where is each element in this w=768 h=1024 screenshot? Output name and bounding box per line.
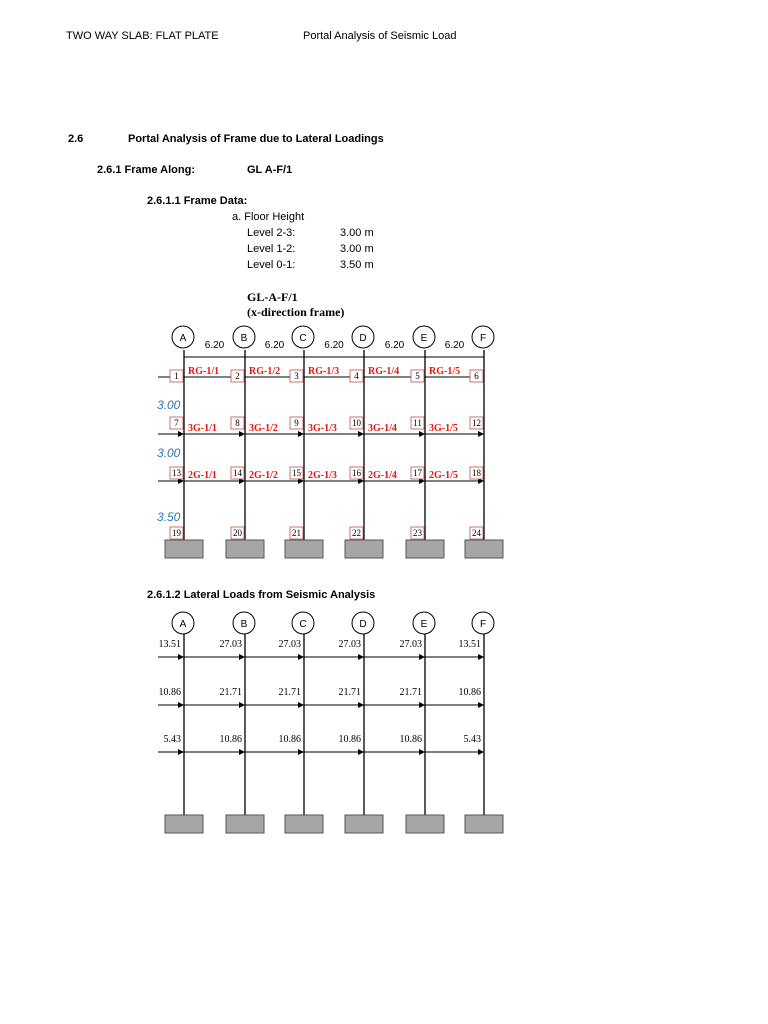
- support-block: [165, 815, 203, 833]
- joint-number: 3: [294, 371, 299, 381]
- lateral-load-value: 10.86: [158, 687, 181, 698]
- joint-number: 2: [235, 371, 240, 381]
- span-label: 6.20: [264, 340, 285, 351]
- support-block: [406, 540, 444, 558]
- lateral-load-value: 10.86: [219, 734, 242, 745]
- subsection-value: GL A-F/1: [247, 164, 293, 176]
- load-arrow: [298, 749, 304, 755]
- beam-label: RG-1/5: [429, 366, 461, 377]
- lateral-load-value: 21.71: [399, 687, 422, 698]
- frame-diagram: [0, 322, 768, 592]
- beam-label: 3G-1/2: [249, 423, 278, 434]
- level-label: Level 2-3:: [247, 227, 296, 239]
- load-arrow: [239, 431, 245, 437]
- lateral-load-value: 27.03: [338, 639, 361, 650]
- support-block: [226, 540, 264, 558]
- joint-number: 24: [472, 528, 481, 538]
- load-arrow: [419, 431, 425, 437]
- lateral-load-value: 10.86: [278, 734, 301, 745]
- lateral-load-value: 21.71: [278, 687, 301, 698]
- lateral-load-value: 10.86: [338, 734, 361, 745]
- lateral-load-value: 10.86: [399, 734, 422, 745]
- beam-label: RG-1/1: [188, 366, 220, 377]
- load-arrow: [239, 749, 245, 755]
- joint-number: 12: [472, 418, 481, 428]
- beam-label: 3G-1/3: [308, 423, 337, 434]
- joint-number: 8: [235, 418, 240, 428]
- lateral-load-value: 5.43: [463, 734, 481, 745]
- section-number: 2.6: [68, 133, 84, 145]
- doc-header-left: TWO WAY SLAB: FLAT PLATE: [66, 30, 219, 42]
- support-block: [226, 815, 264, 833]
- load-arrow: [478, 431, 484, 437]
- floor-height-item: a. Floor Height: [232, 211, 305, 223]
- lateral-load-value: 27.03: [399, 639, 422, 650]
- doc-header-right: Portal Analysis of Seismic Load: [303, 30, 457, 42]
- support-block: [285, 815, 323, 833]
- gridline-label: E: [420, 333, 428, 344]
- lateral-load-value: 10.86: [458, 687, 481, 698]
- joint-number: 6: [474, 371, 479, 381]
- load-arrow: [298, 654, 304, 660]
- load-arrow: [358, 431, 364, 437]
- support-block: [406, 815, 444, 833]
- span-label: 6.20: [204, 340, 225, 351]
- diagram-title: GL-A-F/1: [247, 290, 298, 304]
- beam-label: 3G-1/5: [429, 423, 458, 434]
- storey-height-label: 3.00: [157, 398, 181, 412]
- span-label: 6.20: [444, 340, 465, 351]
- joint-number: 9: [294, 418, 299, 428]
- gridline-label: B: [240, 333, 248, 344]
- support-block: [465, 540, 503, 558]
- load-arrow: [419, 749, 425, 755]
- gridline-label: F: [479, 619, 487, 630]
- beam-label: 3G-1/4: [368, 423, 397, 434]
- support-block: [345, 815, 383, 833]
- joint-number: 7: [174, 418, 179, 428]
- load-arrow: [239, 702, 245, 708]
- load-arrow: [478, 654, 484, 660]
- lateral-load-value: 21.71: [219, 687, 242, 698]
- support-block: [285, 540, 323, 558]
- joint-number: 19: [172, 528, 181, 538]
- gridline-label: A: [179, 333, 187, 344]
- joint-number: 15: [292, 468, 301, 478]
- storey-height-label: 3.50: [157, 510, 181, 524]
- support-block: [465, 815, 503, 833]
- level-label: Level 0-1:: [247, 259, 296, 271]
- load-arrow: [239, 654, 245, 660]
- gridline-label: B: [240, 619, 248, 630]
- load-arrow: [298, 431, 304, 437]
- load-arrow: [478, 749, 484, 755]
- support-block: [345, 540, 383, 558]
- beam-label: RG-1/4: [368, 366, 400, 377]
- level-value: 3.00 m: [340, 243, 374, 255]
- span-label: 6.20: [384, 340, 405, 351]
- load-arrow: [478, 702, 484, 708]
- diagram-subtitle: (x-direction frame): [247, 305, 345, 319]
- joint-number: 23: [413, 528, 422, 538]
- beam-label: 3G-1/1: [188, 423, 217, 434]
- gridline-label: F: [479, 333, 487, 344]
- level-label: Level 1-2:: [247, 243, 296, 255]
- span-label: 6.20: [324, 340, 344, 351]
- load-arrow: [358, 654, 364, 660]
- beam-label: RG-1/3: [308, 366, 340, 377]
- beam-label: 2G-1/2: [249, 470, 278, 481]
- joint-number: 20: [233, 528, 242, 538]
- load-arrow: [178, 654, 184, 660]
- gridline-label: C: [299, 333, 307, 344]
- beam-label: RG-1/2: [249, 366, 281, 377]
- lateral-loads-heading: 2.6.1.2 Lateral Loads from Seismic Analysis: [147, 589, 376, 601]
- joint-number: 18: [472, 468, 481, 478]
- beam-label: 2G-1/5: [429, 470, 458, 481]
- joint-number: 13: [172, 468, 181, 478]
- joint-number: 11: [413, 418, 422, 428]
- gridline-label: D: [359, 619, 367, 630]
- gridline-label: E: [420, 619, 428, 630]
- gridline-label: A: [179, 619, 187, 630]
- load-arrow: [358, 702, 364, 708]
- load-arrow: [298, 702, 304, 708]
- load-arrow: [358, 749, 364, 755]
- lateral-load-value: 13.51: [458, 639, 481, 650]
- section-title: Portal Analysis of Frame due to Lateral Loadings: [128, 133, 384, 145]
- lateral-load-diagram: [0, 610, 768, 840]
- storey-height-label: 3.00: [157, 446, 181, 460]
- level-value: 3.00 m: [340, 227, 374, 239]
- lateral-load-value: 5.43: [163, 734, 181, 745]
- lateral-load-value: 13.51: [158, 639, 181, 650]
- load-arrow: [178, 749, 184, 755]
- beam-label: 2G-1/1: [188, 470, 217, 481]
- gridline-label: C: [299, 619, 307, 630]
- gridline-label: D: [359, 333, 367, 344]
- frame-data-heading: 2.6.1.1 Frame Data:: [147, 195, 248, 207]
- joint-number: 21: [292, 528, 301, 538]
- subsection-label: 2.6.1 Frame Along:: [97, 164, 196, 176]
- lateral-load-value: 27.03: [219, 639, 242, 650]
- load-arrow: [419, 654, 425, 660]
- joint-number: 10: [352, 418, 361, 428]
- joint-number: 4: [354, 371, 359, 381]
- joint-number: 16: [352, 468, 361, 478]
- joint-number: 1: [174, 371, 179, 381]
- load-arrow: [178, 702, 184, 708]
- load-arrow: [178, 431, 184, 437]
- joint-number: 22: [352, 528, 361, 538]
- joint-number: 14: [233, 468, 242, 478]
- support-block: [165, 540, 203, 558]
- beam-label: 2G-1/4: [368, 470, 397, 481]
- joint-number: 5: [415, 371, 420, 381]
- lateral-load-value: 21.71: [338, 687, 361, 698]
- beam-label: 2G-1/3: [308, 470, 337, 481]
- joint-number: 17: [413, 468, 422, 478]
- load-arrow: [419, 702, 425, 708]
- lateral-load-value: 27.03: [278, 639, 301, 650]
- level-value: 3.50 m: [340, 259, 374, 271]
